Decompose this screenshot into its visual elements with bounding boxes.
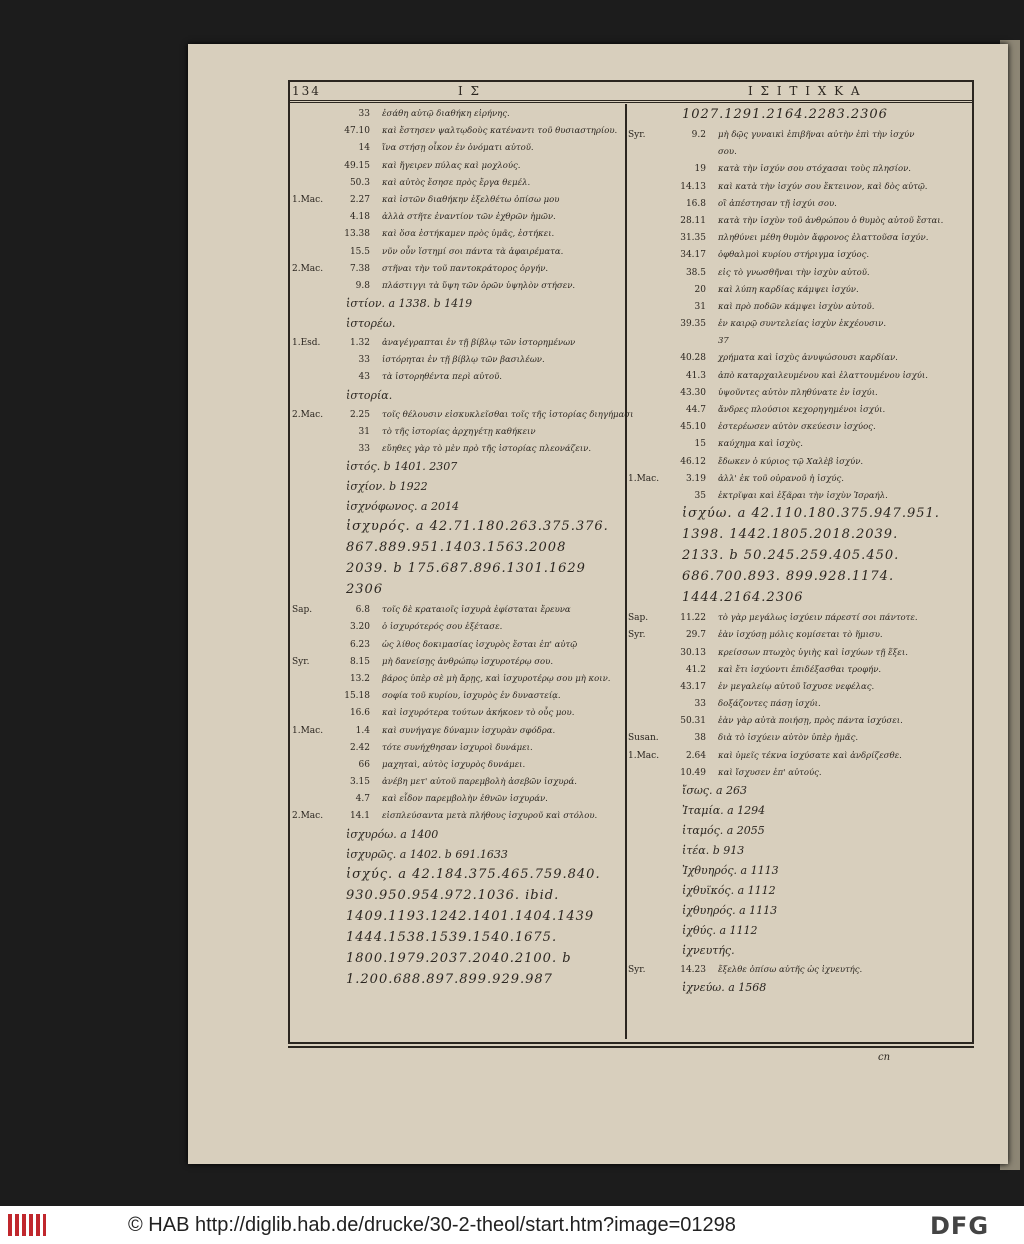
headword-references: 1398. 1442.1805.2018.2039. (682, 527, 899, 543)
index-entry (292, 407, 634, 424)
quotation-text: καὶ ἰσχυρότερα τούτων ἀκήκοεν τὸ οὖς μου. (382, 708, 575, 719)
quotation-text: διὰ τὸ ἰσχύειν αὐτὸν ὑπὲρ ἡμᾶς. (718, 733, 859, 744)
headword: ἱστίον. a 1338. b 1419 (346, 297, 473, 311)
book-name: Syr. (292, 656, 310, 667)
index-entry (628, 333, 968, 350)
right-column (628, 106, 968, 999)
index-entry (292, 387, 622, 407)
index-entry (292, 887, 622, 908)
verse-reference: 7.38 (349, 263, 370, 274)
quotation-text: τὸ τῆς ἱστορίας ἀρχηγέτῃ καθήκειν (382, 426, 536, 437)
index-entry (292, 757, 622, 774)
index-entry (292, 705, 622, 722)
index-entry (628, 350, 968, 367)
verse-reference: 1.4 (355, 725, 370, 736)
verse-reference: 40.28 (680, 353, 706, 364)
headword: ἰσχνόφωνος. a 2014 (346, 500, 459, 514)
verse-reference: 43.30 (680, 387, 706, 398)
quotation-text: καὶ συνήγαγε δύναμιν ἰσχυρὰν σφόδρα. (382, 725, 556, 736)
quotation-text: σοφία τοῦ κυρίου, ἰσχυρὸς ἐν δυναστείᾳ. (382, 691, 561, 702)
quotation-text: τὰ ἱστορηθέντα περὶ αὐτοῦ. (382, 372, 502, 383)
index-entry (628, 842, 968, 862)
verse-reference: 9.2 (691, 130, 706, 140)
index-entry (628, 802, 968, 822)
quotation-text: ἐν μεγαλείῳ αὐτοῦ ἴσχυσε νεφέλας. (718, 681, 875, 692)
index-entry (628, 213, 968, 230)
index-entry (292, 315, 622, 335)
index-entry (292, 226, 622, 243)
verse-reference: 33 (358, 109, 370, 119)
index-entry (628, 127, 968, 144)
verse-reference: 3.15 (349, 777, 370, 788)
index-entry (628, 645, 968, 662)
verse-reference: 29.7 (685, 630, 706, 641)
index-entry (628, 882, 968, 902)
headword: ἱστορέω. (346, 317, 396, 331)
index-entry (292, 740, 622, 757)
verse-reference: 41.2 (685, 664, 706, 675)
book-name: Sap. (628, 613, 649, 624)
quotation-text: καὶ ὑμεῖς τέκνα ἰσχύσατε καὶ ἀνδρίζεσθε. (718, 750, 902, 761)
headword: ἰταμός. a 2055 (682, 824, 765, 837)
index-entry (292, 209, 622, 226)
quotation-text: καὶ ἱστῶν διαθήκην ἐξελθέτω ὀπίσω μου (382, 194, 560, 205)
index-entry (628, 979, 968, 999)
quotation-text: τοῖς θέλουσιν εἰσκυκλεῖσθαι τοῖς τῆς ἱστορίας διηγήμασι (382, 409, 634, 420)
index-entry (628, 144, 968, 161)
verse-reference: 14.1 (349, 811, 370, 822)
quotation-text: καὶ κατὰ τὴν ἰσχύν σου ἔκτεινον, καὶ δὸς αὐτῷ. (718, 181, 928, 192)
index-entry (292, 478, 622, 498)
bottom-rule (288, 1046, 974, 1048)
quotation-text: εἰς τὸ γνωσθῆναι τὴν ἰσχὺν αὐτοῦ. (718, 267, 870, 278)
copyright-link[interactable]: © HAB http://diglib.hab.de/drucke/30-2-theol/start.htm?image=01298 (128, 1214, 736, 1236)
headword-references: 1027.1291.2164.2283.2306 (682, 107, 888, 122)
quotation-text: ἀλλ' ἐκ τοῦ οὐρανοῦ ἡ ἰσχύς. (718, 473, 844, 484)
headword: ἰσχίον. b 1922 (346, 480, 428, 494)
index-entry (628, 589, 968, 610)
headword-references: 1444.2164.2306 (682, 590, 804, 606)
index-entry (292, 140, 622, 157)
quotation-text: μὴ δῷς γυναικὶ ἐπιβῆναι αὐτὴν ἐπὶ τὴν ἰσχύν (718, 130, 915, 140)
index-entry (292, 602, 622, 619)
book-name: Sap. (292, 605, 313, 616)
headword-references: 686.700.893. 899.928.1174. (682, 569, 895, 585)
index-entry (292, 498, 622, 518)
quotation-text: καὶ ἔστησεν ψαλτῳδοὺς κατέναντι τοῦ θυσιαστηρίου. (382, 126, 618, 137)
book-name: Syr. (628, 630, 646, 641)
verse-reference: 1.32 (349, 338, 370, 349)
index-entry (628, 765, 968, 782)
headword: ἰχνεύω. a 1568 (682, 981, 767, 995)
verse-reference: 13.2 (349, 673, 370, 684)
index-entry (628, 299, 968, 316)
verse-reference: 2.42 (349, 742, 370, 753)
quotation-text: ἵνα στήσῃ οἶκον ἐν ὀνόματι αὐτοῦ. (382, 143, 534, 154)
book-name: 1.Mac. (292, 725, 324, 736)
index-entry (628, 436, 968, 453)
quotation-text: οἳ ἀπέστησαν τῇ ἰσχύι σου. (718, 198, 837, 209)
index-entry (628, 547, 968, 568)
verse-reference: 31 (358, 426, 370, 437)
index-entry (628, 316, 968, 333)
index-entry (628, 488, 968, 505)
quotation-text: κατὰ τὴν ἰσχὺν τοῦ ἀνθρώπου ὁ θυμὸς αὐτοῦ ἔσται. (718, 215, 944, 226)
index-entry (292, 971, 622, 992)
dfg-logo: DFG (930, 1212, 990, 1240)
quotation-text: εἰσπλεύσαντα μετὰ πλήθους ἰσχυροῦ καὶ στόλου. (382, 811, 598, 822)
index-entry (628, 962, 968, 979)
index-entry (292, 808, 622, 825)
book-name: 1.Esd. (292, 338, 321, 349)
verse-reference: 44.7 (685, 405, 706, 415)
quotation-text: νῦν οὖν ἵστημί σοι πάντα τὰ ἀφαιρέματα. (382, 246, 564, 257)
quotation-text: ἀναγέγραπται ἐν τῇ βίβλῳ τῶν ἱστορημένων (382, 338, 576, 349)
quotation-text: ἀλλὰ στῆτε ἐναντίον τῶν ἐχθρῶν ἡμῶν. (382, 212, 556, 223)
verse-reference: 49.15 (344, 160, 370, 171)
quotation-text: ὑψοῦντες αὐτὸν πληθύνατε ἐν ἰσχύι. (718, 387, 878, 398)
footer-bar (0, 1206, 1024, 1244)
index-entry (628, 402, 968, 419)
quotation-text: ὡς λίθος δοκιμασίας ἰσχυρὸς ἔσται ἐπ' αὐτῷ (382, 639, 578, 650)
verse-reference: 43.17 (680, 681, 706, 692)
headword: ἰχθυηρός. a 1113 (682, 904, 778, 917)
headword: ἰσχυρῶς. a 1402. b 691.1633 (346, 847, 508, 861)
index-entry (628, 942, 968, 962)
index-entry (628, 610, 968, 627)
quotation-text: κρείσσων πτωχὸς ὑγιὴς καὶ ἰσχύων τῇ ἕξει. (718, 647, 908, 658)
verse-reference: 15 (694, 439, 706, 450)
headword: ἰχνευτής. (682, 944, 735, 957)
verse-reference: 15.5 (349, 246, 370, 257)
index-entry (292, 175, 622, 192)
verse-reference: 14.23 (680, 965, 706, 975)
quotation-text: στῆναι τὴν τοῦ παντοκράτορος ὀργήν. (382, 263, 549, 274)
index-entry (292, 424, 622, 441)
index-entry (628, 696, 968, 713)
index-entry (292, 846, 622, 866)
index-entry (628, 196, 968, 213)
index-entry (628, 748, 968, 765)
verse-reference: 39.35 (680, 319, 706, 330)
book-name: 2.Mac. (292, 263, 324, 274)
headword: ἴσως. a 263 (682, 784, 747, 797)
quotation-text: πλάστιγγι τὰ ὕψη τῶν ὀρῶν ὑψηλὸν στήσεν. (382, 280, 576, 291)
header-rule (288, 100, 974, 103)
index-entry (292, 560, 622, 581)
index-entry (628, 862, 968, 882)
index-entry (292, 441, 622, 458)
index-entry (628, 385, 968, 402)
book-name: Syr. (628, 130, 646, 140)
index-entry (292, 826, 622, 846)
headword-references: 1.200.688.897.899.929.987 (346, 971, 553, 987)
verse-reference: 33 (694, 699, 706, 710)
quotation-text: ἱστόρηται ἐν τῇ βίβλῳ τῶν βασιλέων. (382, 355, 545, 366)
quotation-text: ἄνδρες πλούσιοι κεχορηγημένοι ἰσχύι. (718, 405, 886, 415)
headword-references: 930.950.954.972.1036. ibid. (346, 887, 560, 903)
index-entry (292, 539, 622, 560)
quotation-text: χρήματα καὶ ἰσχὺς ἀνυψώσουσι καρδίαν. (718, 353, 898, 364)
index-entry (628, 230, 968, 247)
left-column (292, 106, 634, 992)
verse-reference: 33 (358, 355, 370, 366)
index-entry (292, 244, 622, 261)
headword-references: 1444.1538.1539.1540.1675. (346, 929, 558, 945)
verse-reference: 16.6 (349, 708, 370, 719)
headword-references: 1800.1979.2037.2040.2100. b (346, 950, 572, 966)
quotation-text: πληθύνει μέθη θυμὸν ἄφρονος ἐλαττοῦσα ἰσχύν. (718, 233, 929, 244)
headword: ἰτέα. b 913 (682, 844, 745, 857)
verse-reference: 28.11 (680, 215, 706, 226)
verse-reference: 31 (694, 301, 706, 312)
quotation-text: ἐν καιρῷ συντελείας ἰσχὺν ἐκχέουσιν. (718, 319, 887, 330)
index-entry (292, 518, 622, 539)
quotation-text: καὶ ἴσχυσεν ἐπ' αὐτούς. (718, 767, 822, 778)
quotation-text: ἔξελθε ὀπίσω αὐτῆς ὡς ἰχνευτής. (718, 965, 863, 975)
verse-reference: 4.18 (349, 212, 370, 223)
verse-reference: 2.64 (685, 750, 706, 761)
index-entry (292, 581, 622, 602)
index-entry (628, 282, 968, 299)
quotation-text: καὶ λύπη καρδίας κάμψει ἰσχύν. (718, 284, 859, 295)
verse-reference: 46.12 (680, 456, 706, 467)
index-entry (292, 774, 622, 791)
quotation-text: ὁ ἰσχυρότερός σου ἐξέτασε. (382, 622, 503, 633)
quotation-text: ἐὰν ἰσχύσῃ μόλις κομίσεται τὸ ἥμισυ. (718, 630, 883, 641)
index-entry (292, 278, 622, 295)
index-entry (628, 179, 968, 196)
index-entry (628, 265, 968, 282)
quotation-text: ἐσάθη αὐτῷ διαθήκη εἰρήνης. (382, 109, 510, 119)
quotation-text: ἐὰν γὰρ αὐτὰ ποιήσῃ, πρὸς πάντα ἰσχύσει. (718, 716, 903, 727)
headword-references: 867.889.951.1403.1563.2008 (346, 540, 567, 556)
index-entry (292, 908, 622, 929)
quotation-text: ἀνέβη μετ' αὐτοῦ παρεμβολὴ ἀσεβῶν ἰσχυρά. (382, 777, 577, 788)
index-entry (292, 192, 622, 209)
headword-references: 1409.1193.1242.1401.1404.1439 (346, 908, 595, 924)
index-entry (292, 352, 622, 369)
verse-reference: 47.10 (344, 126, 370, 137)
verse-reference: 9.8 (355, 280, 370, 291)
verse-reference: 14 (358, 143, 370, 154)
index-entry (292, 654, 622, 671)
book-name: 2.Mac. (292, 811, 324, 822)
index-entry (628, 106, 968, 127)
quotation-text: τὸ γὰρ μεγάλως ἰσχύειν πάρεστί σοι πάντοτε. (718, 613, 918, 624)
headword-references: ἰσχύς. a 42.184.375.465.759.840. (346, 866, 601, 882)
headword-references: ἰσχυρός. a 42.71.180.263.375.376. (346, 519, 609, 535)
verse-reference: 33 (358, 444, 370, 454)
index-entry (292, 723, 622, 740)
index-entry (292, 929, 622, 950)
quotation-text: ἀπὸ καταρχαιλευμένου καὶ ἐλαττουμένου ἰσχύι. (718, 370, 928, 381)
index-entry (292, 671, 622, 688)
headword: ἰσχυρόω. a 1400 (346, 827, 439, 841)
headword: ἱστός. b 1401. 2307 (346, 460, 458, 474)
quotation-text: καὶ ὅσα ἐστήκαμεν πρὸς ὑμᾶς, ἑστήκει. (382, 229, 555, 240)
quotation-text: ἔδωκεν ὁ κύριος τῷ Χαλὲβ ἰσχύν. (718, 456, 864, 467)
book-name: Syr. (628, 965, 646, 975)
index-entry (292, 106, 622, 123)
index-entry (628, 782, 968, 802)
header-left: Ι Σ (458, 84, 482, 98)
verse-reference: 66 (358, 759, 370, 770)
verse-reference: 34.17 (680, 250, 706, 261)
quotation-text: 37 (718, 336, 729, 347)
hab-logo-icon (6, 1210, 48, 1240)
quotation-text: ἐστερέωσεν αὐτὸν σκεύεσιν ἰσχύος. (718, 422, 876, 433)
book-name: Susan. (628, 733, 659, 744)
index-entry (292, 950, 622, 971)
headword: Ἰχθυηρός. a 1113 (682, 864, 779, 877)
index-entry (628, 822, 968, 842)
quotation-text: τοῖς δὲ κραταιοῖς ἰσχυρὰ ἐφίσταται ἔρευνα (382, 605, 571, 616)
index-entry (628, 713, 968, 730)
verse-reference: 6.8 (355, 605, 370, 616)
quotation-text: τότε συνήχθησαν ἰσχυροὶ δυνάμει. (382, 742, 533, 753)
quotation-text: καὶ ἔτι ἰσχύοντι ἐπιδέξασθαι τροφήν. (718, 664, 882, 675)
verse-reference: 13.38 (344, 229, 370, 240)
index-entry (628, 679, 968, 696)
headword: ἰχθυϊκός. a 1112 (682, 884, 776, 897)
index-entry (292, 295, 622, 315)
index-entry (628, 627, 968, 644)
index-entry (628, 471, 968, 488)
headword-references: ἰσχύω. a 42.110.180.375.947.951. (682, 506, 940, 522)
verse-reference: 8.15 (349, 656, 370, 667)
quotation-text: μαχηταὶ, αὐτὸς ἰσχυρὸς δυνάμει. (382, 759, 526, 770)
verse-reference: 2.25 (349, 409, 370, 420)
verse-reference: 43 (358, 372, 370, 383)
verse-reference: 38 (694, 733, 706, 744)
quotation-text: καὶ αὐτὸς ἔσησε πρὸς ἔργα θεμέλ. (382, 177, 531, 188)
verse-reference: 31.35 (680, 233, 706, 244)
verse-reference: 14.13 (680, 181, 706, 192)
book-name: 1.Mac. (628, 473, 660, 484)
quotation-text: καὶ πρὸ ποδῶν κάμψει ἰσχὺν αὐτοῦ. (718, 301, 875, 312)
index-entry (628, 902, 968, 922)
index-entry (292, 637, 622, 654)
index-entry (292, 791, 622, 808)
book-name: 1.Mac. (292, 194, 324, 205)
quotation-text: ἐκτρῖψαι καὶ ἐξᾶραι τὴν ἰσχὺν Ἰσραήλ. (718, 490, 888, 501)
headword: ἱστορία. (346, 388, 393, 402)
headword-references: 2133. b 50.245.259.405.450. (682, 548, 900, 564)
index-entry (292, 458, 622, 478)
verse-reference: 11.22 (680, 613, 706, 624)
headword-references: 2306 (346, 582, 384, 598)
quotation-text: καὶ ἤγειρεν πύλας καὶ μοχλούς. (382, 160, 521, 171)
quotation-text: εὔηθες γὰρ τὸ μὲν πρὸ τῆς ἱστορίας πλεονάζειν. (382, 444, 592, 454)
column-rule (625, 104, 627, 1039)
headword-references: 2039. b 175.687.896.1301.1629 (346, 561, 586, 577)
verse-reference: 38.5 (685, 267, 706, 278)
verse-reference: 30.13 (680, 647, 706, 658)
verse-reference: 41.3 (685, 370, 706, 381)
index-entry (292, 369, 622, 386)
verse-reference: 50.3 (349, 177, 370, 188)
headword: Ἰταμία. a 1294 (682, 804, 766, 817)
book-page (188, 44, 1008, 1164)
index-entry (628, 247, 968, 264)
index-entry (628, 730, 968, 747)
verse-reference: 45.10 (680, 422, 706, 433)
index-entry (292, 335, 622, 352)
index-entry (292, 688, 622, 705)
quotation-text: ὀφθαλμοὶ κυρίου στήριγμα ἰσχύος. (718, 250, 870, 261)
index-entry (628, 568, 968, 589)
index-entry (292, 158, 622, 175)
quotation-text: δοξάζοντες πάσῃ ἰσχύι. (718, 699, 821, 710)
verse-reference: 19 (694, 164, 706, 175)
index-entry (292, 619, 622, 636)
verse-reference: 10.49 (680, 767, 706, 778)
quotation-text: καύχημα καὶ ἰσχὺς. (718, 439, 803, 450)
index-entry (628, 662, 968, 679)
index-entry (292, 123, 622, 140)
verse-reference: 16.8 (685, 198, 706, 209)
verse-reference: 3.20 (349, 622, 370, 633)
book-name: 1.Mac. (628, 750, 660, 761)
verse-reference: 15.18 (344, 691, 370, 702)
verse-reference: 2.27 (349, 194, 370, 205)
index-entry (628, 161, 968, 178)
verse-reference: 20 (694, 284, 706, 295)
quotation-text: καὶ εἶδον παρεμβολὴν ἐθνῶν ἰσχυράν. (382, 794, 548, 805)
index-entry (292, 261, 622, 278)
index-entry (628, 526, 968, 547)
index-entry (628, 454, 968, 471)
book-name: 2.Mac. (292, 409, 324, 420)
index-entry (628, 368, 968, 385)
index-entry (292, 866, 622, 887)
headword: ἰχθύς. a 1112 (682, 924, 758, 937)
page-number: 134 (292, 84, 321, 98)
index-entry (628, 922, 968, 942)
verse-reference: 6.23 (349, 639, 370, 650)
verse-reference: 3.19 (685, 473, 706, 484)
quotation-text: σου. (718, 147, 737, 158)
verse-reference: 4.7 (355, 794, 370, 805)
verse-reference: 50.31 (680, 716, 706, 727)
index-entry (628, 419, 968, 436)
header-right: Ι Σ Ι Τ Ι Χ Κ Α (748, 84, 862, 98)
signature-mark: cn (878, 1052, 891, 1063)
quotation-text: βάρος ὑπὲρ σὲ μὴ ἄρῃς, καὶ ἰσχυροτέρῳ σου μὴ κοιν. (382, 673, 611, 684)
verse-reference: 35 (694, 490, 706, 501)
quotation-text: κατὰ τὴν ἰσχύν σου στόχασαι τοὺς πλησίον. (718, 164, 911, 175)
quotation-text: μὴ δανείσῃς ἀνθρώπῳ ἰσχυροτέρῳ σου. (382, 656, 554, 667)
index-entry (628, 505, 968, 526)
